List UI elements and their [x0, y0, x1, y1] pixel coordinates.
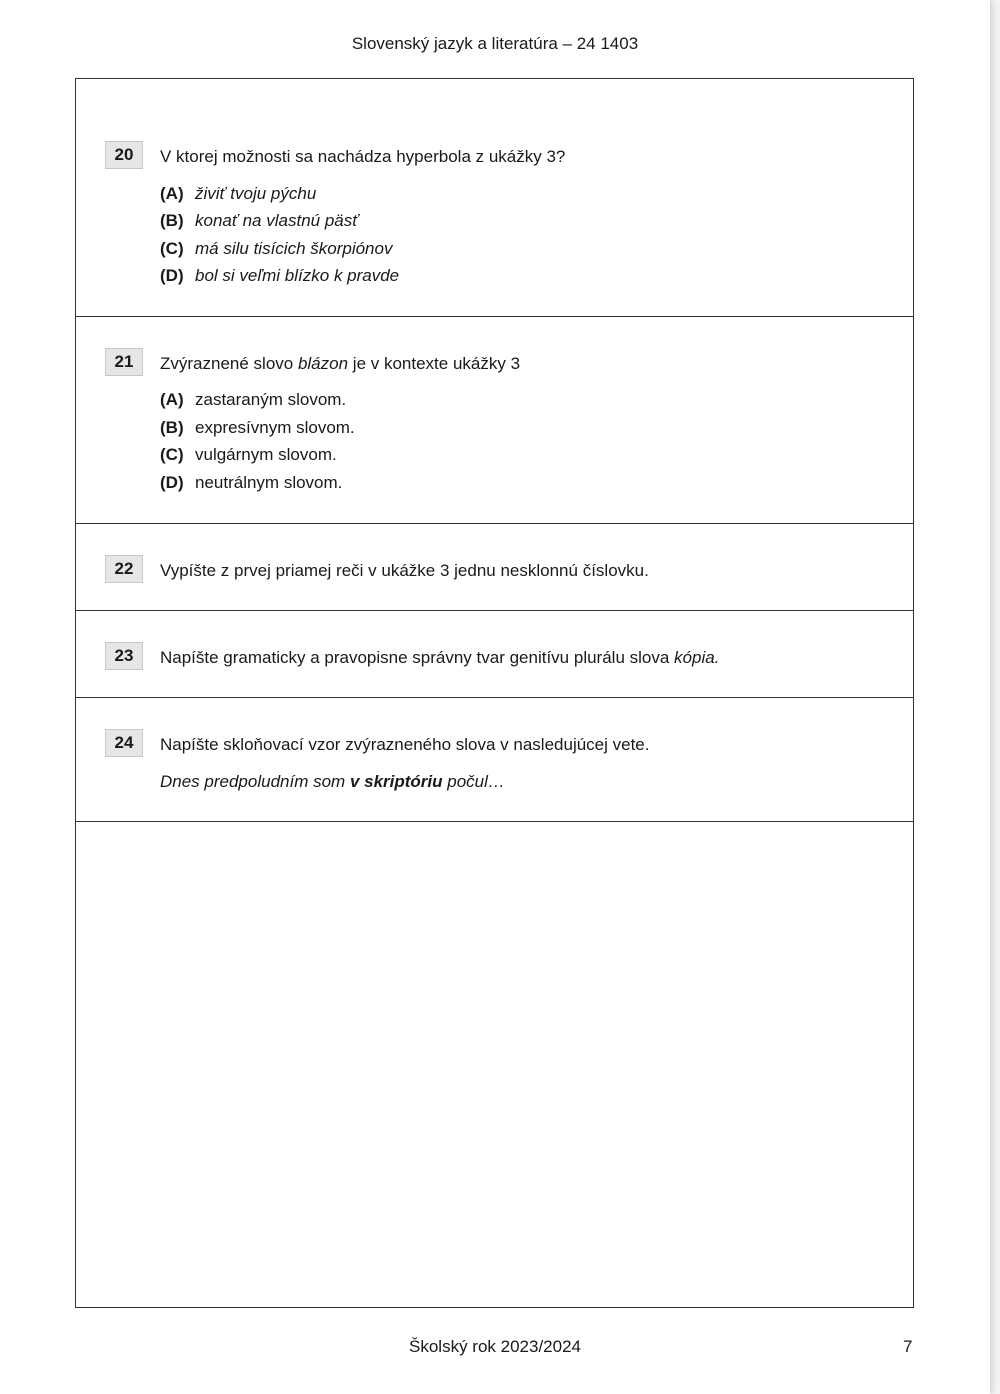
option-a	[160, 184, 316, 204]
sentence-part: počul…	[442, 772, 505, 791]
question-21	[76, 317, 913, 524]
option-a	[160, 390, 346, 410]
question-text-part: Napíšte gramaticky a pravopisne správny tvar genitívu plurálu slova	[160, 648, 675, 667]
sentence-part: Dnes predpoludním som	[160, 772, 350, 791]
option-c	[160, 445, 337, 465]
question-text: V ktorej možnosti sa nachádza hyperbola z ukážky 3?	[160, 147, 566, 166]
option-text: neutrálnym slovom.	[195, 473, 343, 492]
question-number-badge: 21	[105, 348, 143, 376]
option-label: (D)	[160, 266, 184, 285]
question-text-part: je v kontexte ukážky 3	[348, 354, 521, 373]
footer-school-year: Školský rok 2023/2024	[409, 1337, 581, 1356]
option-b	[160, 211, 358, 231]
option-text: konať na vlastnú päsť	[195, 211, 359, 230]
highlighted-phrase: v skriptóriu	[349, 772, 443, 791]
highlighted-word: kópia.	[674, 648, 720, 667]
option-d	[160, 266, 399, 286]
option-label: (B)	[160, 418, 184, 437]
highlighted-word: blázon	[297, 354, 349, 373]
option-label: (C)	[160, 239, 184, 258]
option-text: expresívnym slovom.	[195, 418, 355, 437]
question-number-badge: 24	[105, 729, 143, 757]
option-text: má silu tisícich škorpiónov	[195, 239, 393, 258]
question-22	[76, 524, 913, 611]
page-header-title: Slovenský jazyk a literatúra – 24 1403	[351, 34, 639, 53]
option-label: (C)	[160, 445, 184, 464]
question-number-badge: 22	[105, 555, 143, 583]
option-b	[160, 418, 355, 438]
option-text: zastaraným slovom.	[195, 390, 347, 409]
option-label: (B)	[160, 211, 184, 230]
question-text-part: Zvýraznené slovo	[160, 354, 298, 373]
option-label: (D)	[160, 473, 184, 492]
question-number-badge: 20	[105, 141, 143, 169]
option-label: (A)	[160, 390, 184, 409]
option-c	[160, 239, 392, 259]
option-label: (A)	[160, 184, 184, 203]
question-text: Vypíšte z prvej priamej reči v ukážke 3 jednu nesklonnú číslovku.	[160, 561, 649, 580]
option-text: živiť tvoju pýchu	[195, 184, 317, 203]
footer-page-number: 7	[903, 1337, 913, 1356]
question-number-badge: 23	[105, 642, 143, 670]
blank-area	[76, 822, 913, 1307]
question-text	[160, 648, 719, 668]
questions-frame	[75, 78, 914, 1308]
question-20	[76, 79, 913, 317]
question-text: Napíšte skloňovací vzor zvýrazneného slova v nasledujúcej vete.	[160, 735, 650, 754]
question-text	[160, 354, 520, 374]
question-24	[76, 698, 913, 822]
option-text: vulgárnym slovom.	[195, 445, 337, 464]
example-sentence	[160, 772, 505, 792]
option-text: bol si veľmi blízko k pravde	[195, 266, 400, 285]
option-d	[160, 473, 342, 493]
question-23	[76, 611, 913, 698]
